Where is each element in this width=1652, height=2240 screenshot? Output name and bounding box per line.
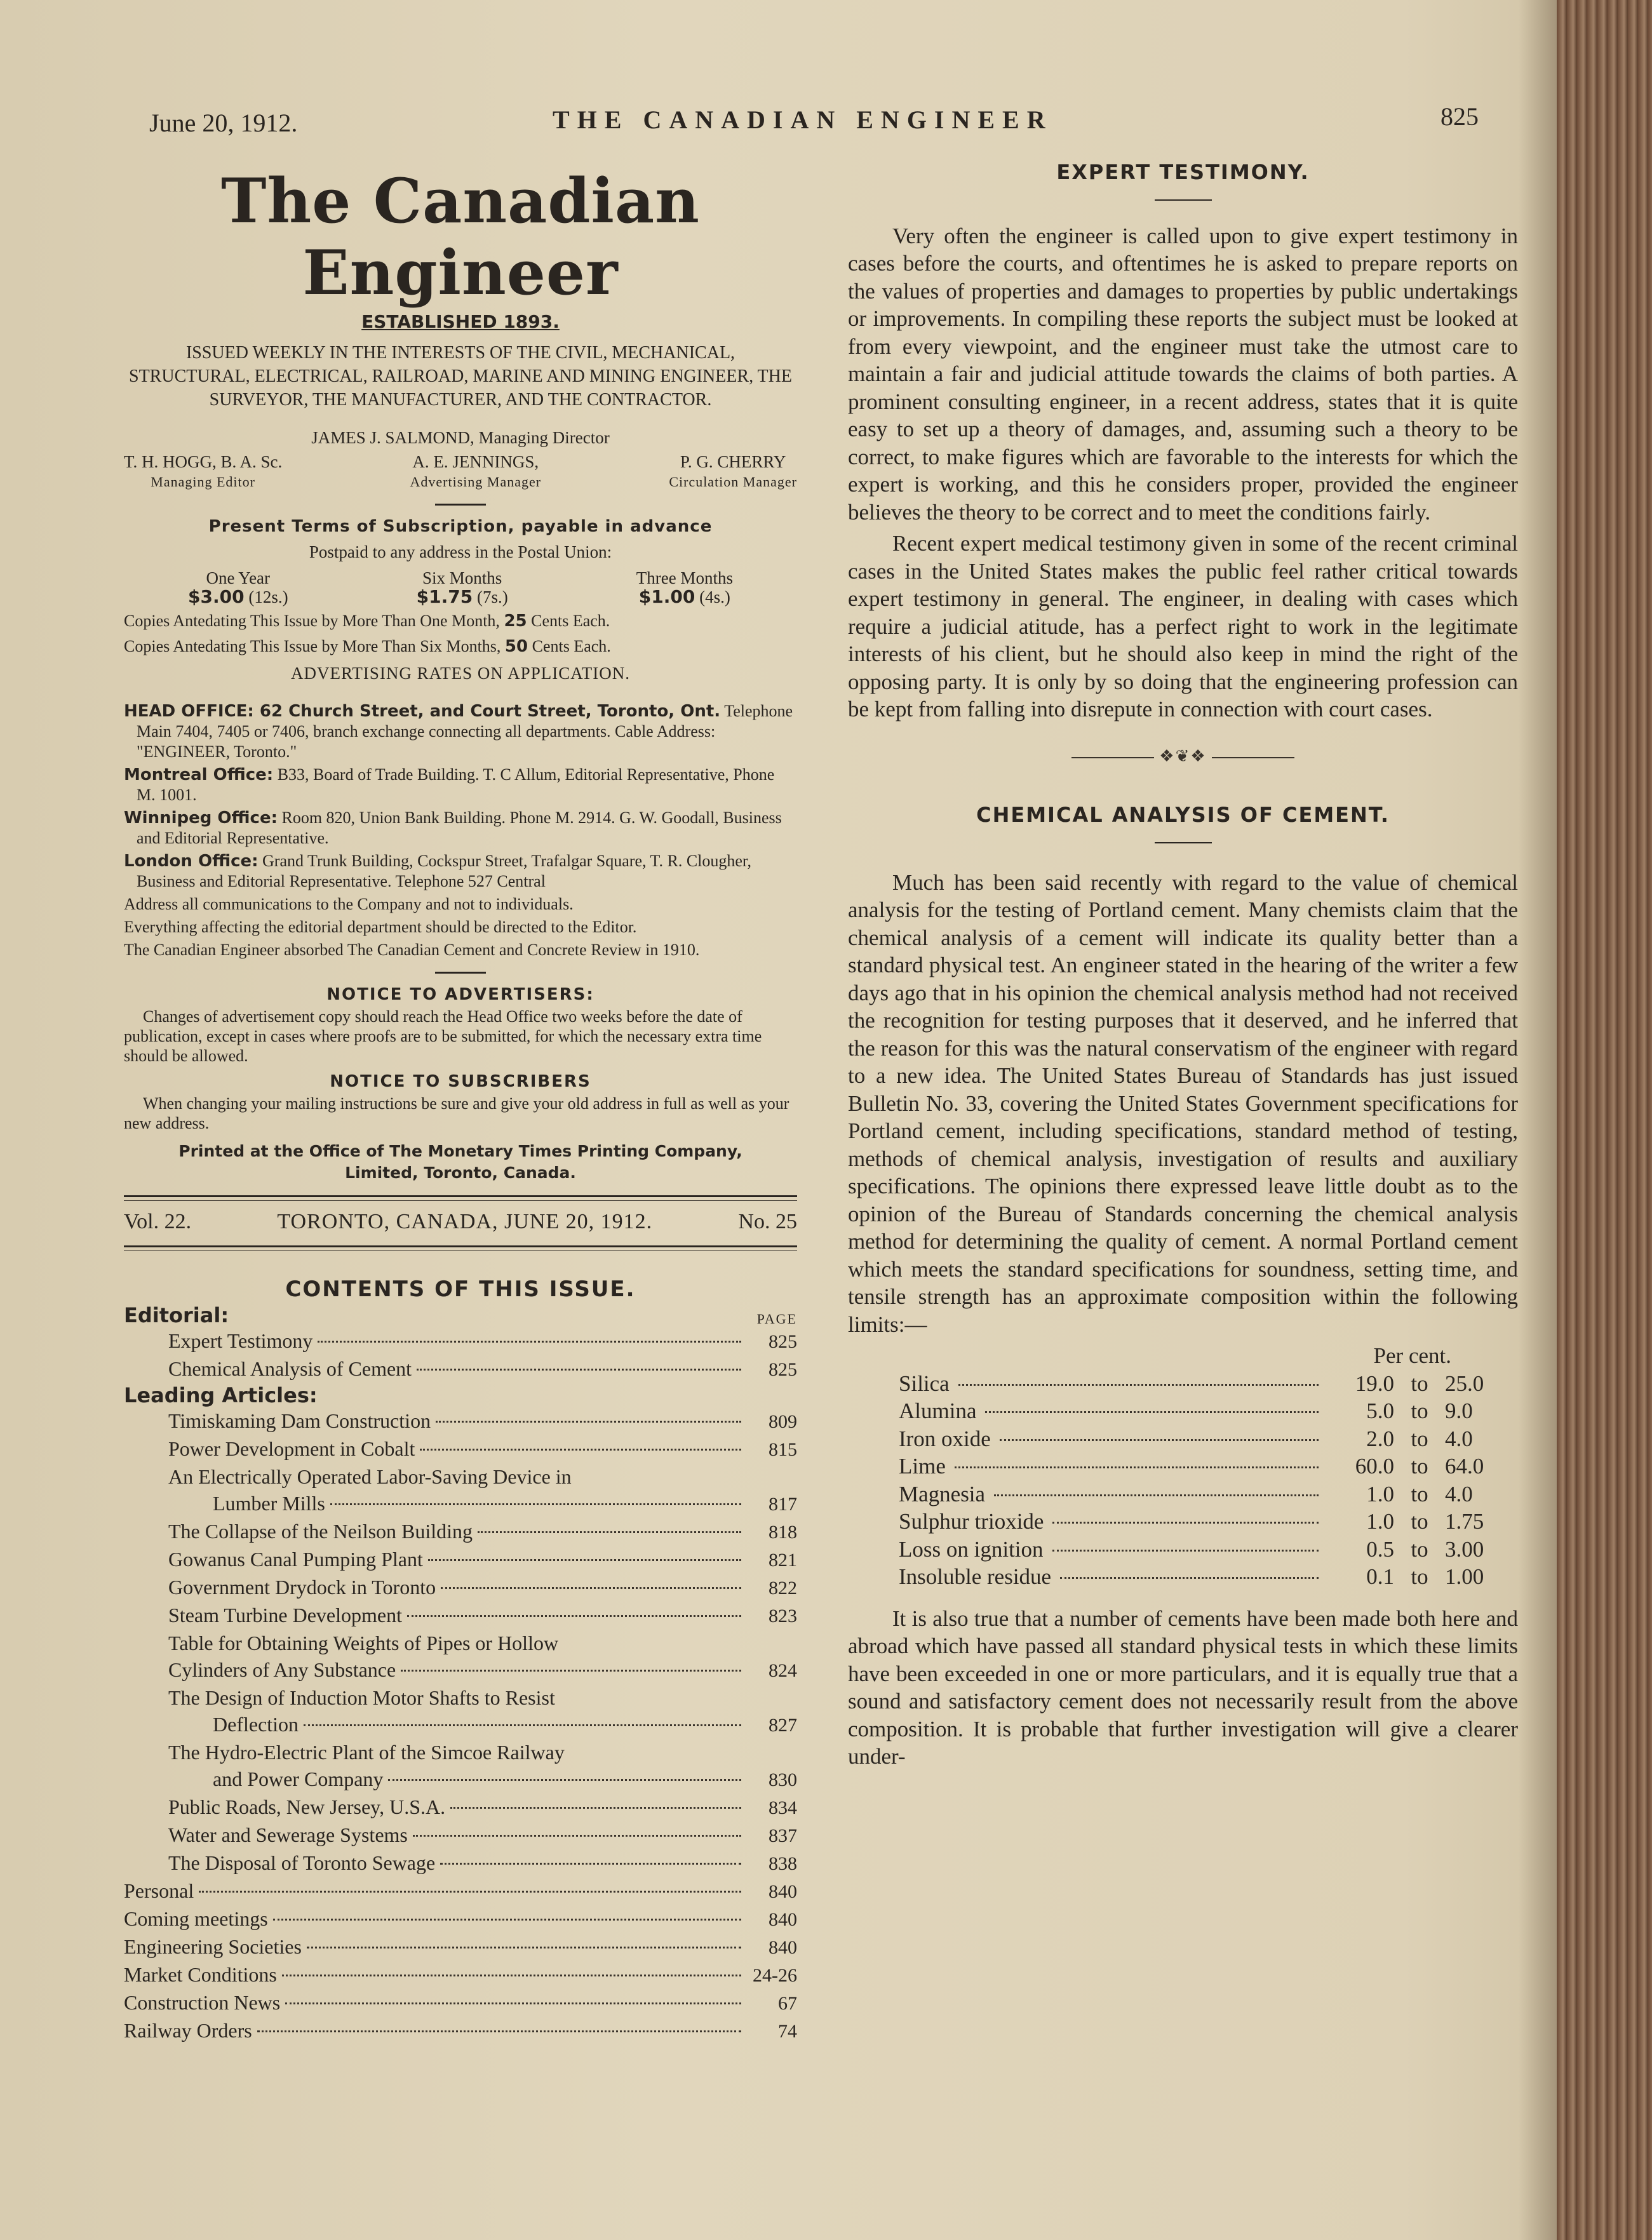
- subscription-prices: [124, 568, 797, 607]
- limit-high: 64.0: [1445, 1454, 1484, 1479]
- toc-entry-title: and Power Company: [213, 1767, 384, 1790]
- limit-low: 60.0: [1355, 1454, 1394, 1479]
- issue-number: No. 25: [738, 1210, 797, 1233]
- spine-shadow: [1519, 0, 1557, 2240]
- offices: [124, 701, 797, 960]
- limit-leader-dots: [955, 1466, 1319, 1468]
- toc-entry-page: 825: [769, 1331, 797, 1352]
- office-text: Telephone Main 7404, 7405 or 7406, branch exchange connecting all departments. Cable Address: "ENGINEER, Toronto.": [137, 702, 793, 761]
- price-six-months: [417, 568, 508, 607]
- divider: [435, 504, 486, 506]
- toc-entry-title: Cylinders of Any Substance: [168, 1658, 396, 1681]
- toc-entry-page: 837: [769, 1825, 797, 1846]
- toc-leader-dots: [285, 2002, 741, 2004]
- toc-entry-title: An Electrically Operated Labor-Saving Device in: [168, 1465, 572, 1488]
- limit-name: Insoluble residue: [899, 1564, 1052, 1589]
- staff-circulation: [669, 452, 797, 492]
- limit-to: to: [1411, 1454, 1428, 1479]
- expert-paragraph-1: Very often the engineer is called upon to give expert testimony in cases before the courts, and oftentimes he is asked to prepare reports on the values of properties and damages to properties by public undertakings or improvements. In compiling these reports the subject must be looked at from every viewpoint, and the engineer must take the utmost care to maintain a fair and judicial attitude towards the claims of both parties. A prominent consulting engineer, in a recent address, states that it is quite easy to set up a theory of damages, and, assuming such a theory to be correct, to make figures which are favorable to the interests for which the expert is working, and this he considers proper, provided the engineer believes the theory to be correct and to meet the conditions fairly.: [848, 223, 1518, 525]
- staff-name: T. H. HOGG, B. A. Sc.: [124, 452, 283, 471]
- double-rule: [124, 1245, 797, 1251]
- toc-leader-dots: [407, 1615, 741, 1617]
- limit-row: [899, 1425, 1518, 1453]
- toc-entry-title: Public Roads, New Jersey, U.S.A.: [168, 1795, 446, 1818]
- notice-subscribers-title: NOTICE TO SUBSCRIBERS: [330, 1072, 591, 1091]
- limit-name: Alumina: [899, 1398, 977, 1423]
- toc-section-leading: Leading Articles:: [124, 1383, 318, 1407]
- toc-entry-title: The Design of Induction Motor Shafts to Resist: [168, 1686, 555, 1709]
- toc-leading-list: [124, 1407, 797, 1877]
- limit-high: 9.0: [1445, 1398, 1473, 1423]
- toc-leader-dots: [388, 1779, 741, 1781]
- limit-row: [899, 1563, 1518, 1591]
- limit-name: Lime: [899, 1454, 946, 1479]
- toc-entry-title: Chemical Analysis of Cement: [168, 1357, 412, 1380]
- staff-role: Advertising Manager: [410, 474, 542, 490]
- issue-place-date: TORONTO, CANADA, JUNE 20, 1912.: [277, 1210, 653, 1233]
- limit-leader-dots: [985, 1411, 1319, 1413]
- running-header-title: THE CANADIAN ENGINEER: [553, 105, 1053, 134]
- toc-entry-page: 809: [769, 1411, 797, 1432]
- limit-to: to: [1411, 1398, 1428, 1423]
- toc-leader-dots: [318, 1341, 741, 1343]
- limit-row: [899, 1397, 1518, 1425]
- divider: [435, 972, 486, 974]
- staff-name: P. G. CHERRY: [680, 452, 786, 471]
- volume: Vol. 22.: [124, 1210, 192, 1233]
- article-title-cement: CHEMICAL ANALYSIS OF CEMENT.: [976, 803, 1390, 827]
- toc-page-label: PAGE: [756, 1311, 797, 1327]
- toc-entry: [124, 2017, 797, 2045]
- limit-high: 4.0: [1445, 1481, 1473, 1506]
- price-amount: $3.00: [188, 586, 245, 607]
- limit-leader-dots: [1060, 1577, 1319, 1579]
- price-one-year: [188, 568, 288, 607]
- toc-entry: [124, 1602, 797, 1630]
- toc-entry-title: The Hydro-Electric Plant of the Simcoe Railway: [168, 1741, 565, 1764]
- toc-entry: [124, 1656, 797, 1684]
- antedating-text: Copies Antedating This Issue by More Than Six Months,: [124, 637, 501, 655]
- toc-entry-title: The Collapse of the Neilson Building: [168, 1520, 473, 1543]
- toc-entry-page: 823: [769, 1606, 797, 1626]
- limit-to: to: [1411, 1536, 1428, 1562]
- toc-entry: [124, 1794, 797, 1821]
- staff-name: A. E. JENNINGS,: [412, 452, 539, 471]
- toc-entry-title: Table for Obtaining Weights of Pipes or Hollow: [168, 1632, 559, 1654]
- toc-entry-page: 827: [769, 1715, 797, 1736]
- notice-advertisers-text: Changes of advertisement copy should reach the Head Office two weeks before the date of publication, except in cases where proofs are to be submitted, for which the necessary extra time should be allowed.: [124, 1007, 762, 1065]
- toc-entry-title: Deflection: [213, 1713, 299, 1736]
- office-text: Grand Trunk Building, Cockspur Street, Trafalgar Square, T. R. Clougher, Business and Editorial Representative. Telephone 527 Central: [137, 852, 752, 890]
- toc-entry-title: Water and Sewerage Systems: [168, 1823, 408, 1846]
- toc-entry-page: 838: [769, 1853, 797, 1874]
- toc-leader-dots: [282, 1975, 741, 1976]
- toc-entry: [124, 1877, 797, 1905]
- divider: [1155, 199, 1212, 201]
- ornament-line: [1212, 757, 1294, 758]
- toc-leader-dots: [440, 1863, 741, 1865]
- toc-editorial-list: [124, 1327, 797, 1383]
- toc-entry-page: 821: [769, 1550, 797, 1571]
- toc-other-list: [124, 1877, 797, 2045]
- toc-entry: [124, 1989, 797, 2017]
- toc-leader-dots: [420, 1449, 741, 1451]
- staff-editor: [124, 452, 282, 492]
- limit-to: to: [1411, 1509, 1428, 1534]
- toc-entry-title: Engineering Societies: [124, 1935, 302, 1958]
- price-sterling: (12s.): [248, 587, 288, 607]
- printer-line: Printed at the Office of The Monetary Times Printing Company,: [178, 1142, 742, 1160]
- limit-name: Silica: [899, 1371, 950, 1396]
- running-header-date: June 20, 1912.: [149, 109, 298, 137]
- staff-row: [124, 452, 797, 492]
- page-number: 825: [1440, 102, 1479, 131]
- divider: [1155, 842, 1212, 843]
- toc-entry-title: Power Development in Cobalt: [168, 1437, 415, 1460]
- limit-high: 1.75: [1445, 1509, 1484, 1534]
- cement-paragraph-2: It is also true that a number of cements have been made both here and abroad which have passed all standard physical tests in which these limits have been exceeded in one or more particulars, and it is equally true that a sound and satisfactory cement does not necessarily result from the above composition. It is probable that further investigation will give a clearer under-: [848, 1606, 1518, 1769]
- toc-entry-page: 74: [778, 2021, 797, 2042]
- toc-leader-dots: [401, 1670, 741, 1672]
- limit-low: 1.0: [1366, 1509, 1394, 1534]
- masthead-column: [124, 159, 797, 2045]
- price-term: Six Months: [422, 568, 502, 587]
- toc-leader-dots: [304, 1724, 741, 1726]
- limit-leader-dots: [958, 1384, 1319, 1386]
- toc-entry: [124, 1849, 797, 1877]
- toc-entry-title: Railway Orders: [124, 2019, 252, 2042]
- toc-entry: [124, 1905, 797, 1933]
- toc-entry: [124, 1821, 797, 1849]
- office-lead: London Office:: [124, 852, 259, 871]
- toc-entry-page: 840: [769, 1881, 797, 1902]
- toc-entry-page: 834: [769, 1797, 797, 1818]
- toc-entry-page: 815: [769, 1439, 797, 1460]
- cement-paragraph-1: Much has been said recently with regard to the value of chemical analysis for the testing of Portland cement. Many chemists claim that the chemical analysis of a cement will indicate its quality better than a standard physical test. An engineer stated in the hearing of the writer a few days ago that in his opinion the chemical analysis method had not received the recognition for testing purposes that it deserved, and he inferred that the reason for this was the natural conservatism of the engineer with regard to a new idea. The United States Bureau of Standards has just issued Bulletin No. 33, covering the United States Government specifications for Portland cement, including specifications, standard method of testing, methods of chemical analysis, investigation of results and auxiliary specifications. The opinions there expressed leave little doubt as to the opinion of the Bureau of Standards concerning the chemical analysis method for determining the quality of cement. A normal Portland cement which meets the standard specifications for soundness, setting time, and tensile strength has an approximate composition within the following limits:—: [848, 869, 1518, 1337]
- limit-name: Magnesia: [899, 1481, 986, 1506]
- limit-leader-dots: [1052, 1522, 1319, 1524]
- head-office: [124, 701, 797, 762]
- limit-to: to: [1411, 1564, 1428, 1589]
- limit-low: 0.5: [1366, 1536, 1394, 1562]
- issue-line: [124, 1210, 797, 1234]
- limit-low: 1.0: [1366, 1481, 1394, 1506]
- price-term: One Year: [206, 568, 271, 587]
- toc-entry: [124, 1435, 797, 1463]
- toc-leader-dots: [441, 1587, 741, 1589]
- toc-section-editorial: Editorial:: [124, 1303, 229, 1327]
- toc-leader-dots: [307, 1947, 741, 1948]
- contents-title: CONTENTS OF THIS ISSUE.: [285, 1277, 636, 1302]
- toc-leader-dots: [417, 1369, 741, 1371]
- composition-limits: [848, 1370, 1518, 1591]
- expert-paragraph-2: Recent expert medical testimony given in some of the recent criminal cases in the United States makes the public feel rather critical towards expert testimony in general. The engineer, in dealing with cases which require a judicial atitude, has a perfect right to work in the legitimate interests of his client, but he should also keep in mind the right of the opposing party. It is only by so doing that the engineering profession can be kept from falling into disrepute in connection with court cases.: [848, 531, 1518, 721]
- toc-leader-dots: [273, 1919, 741, 1921]
- limit-row: [899, 1370, 1518, 1398]
- toc-entry: [124, 1684, 797, 1711]
- limits-header: Per cent.: [1373, 1343, 1451, 1368]
- limit-high: 3.00: [1445, 1536, 1484, 1562]
- article-column: [848, 159, 1518, 1771]
- antedating-suffix: Cents Each.: [532, 637, 611, 655]
- toc-entry-page: 817: [769, 1494, 797, 1515]
- toc-entry-title: Personal: [124, 1879, 194, 1902]
- price-sterling: (4s.): [699, 587, 730, 607]
- toc-entry-page: 830: [769, 1769, 797, 1790]
- toc-entry-title: Market Conditions: [124, 1963, 277, 1986]
- limit-low: 2.0: [1366, 1426, 1394, 1451]
- limit-row: [899, 1480, 1518, 1508]
- office-lead: Winnipeg Office:: [124, 808, 278, 828]
- issued-statement: ISSUED WEEKLY IN THE INTERESTS OF THE CIVIL, MECHANICAL, STRUCTURAL, ELECTRICAL, RAILROAD, MARINE AND MINING ENGINEER, THE SURVEYOR, THE MANUFACTURER, AND THE CONTRACTOR.: [129, 343, 792, 410]
- managing-director: JAMES J. SALMOND, Managing Director: [311, 428, 610, 447]
- address-note: Address all communications to the Company and not to individuals.: [124, 895, 574, 913]
- toc-leader-dots: [428, 1559, 741, 1561]
- toc-entry-page: 824: [769, 1660, 797, 1681]
- toc-entry-page: 822: [769, 1578, 797, 1599]
- limit-name: Sulphur trioxide: [899, 1509, 1044, 1534]
- office-lead: Montreal Office:: [124, 765, 274, 784]
- toc-entry: [124, 1933, 797, 1961]
- limit-name: Iron oxide: [899, 1426, 991, 1451]
- toc-entry: [124, 1546, 797, 1574]
- toc-leader-dots: [330, 1503, 741, 1505]
- toc-entry: [124, 1407, 797, 1435]
- advertising-rates: ADVERTISING RATES ON APPLICATION.: [291, 664, 630, 683]
- toc-entry: [124, 1766, 797, 1794]
- office-lead: HEAD OFFICE: 62 Church Street, and Court Street, Toronto, Ont.: [124, 702, 721, 721]
- price-three-months: [636, 568, 733, 607]
- staff-role: Circulation Manager: [669, 474, 797, 490]
- limit-low: 19.0: [1355, 1371, 1394, 1396]
- toc-entry-title: Timiskaming Dam Construction: [168, 1409, 431, 1432]
- toc-entry: [124, 1355, 797, 1383]
- price-sterling: (7s.): [476, 587, 508, 607]
- toc-entry: [124, 1463, 797, 1490]
- toc-leader-dots: [199, 1891, 741, 1893]
- toc-entry: [124, 1490, 797, 1518]
- toc-entry: [124, 1518, 797, 1546]
- established-line: ESTABLISHED 1893.: [361, 311, 560, 332]
- toc-entry-title: Gowanus Canal Pumping Plant: [168, 1548, 423, 1571]
- toc-entry-page: 840: [769, 1937, 797, 1958]
- toc-entry: [124, 1630, 797, 1656]
- toc-entry-page: 825: [769, 1359, 797, 1380]
- printer-imprint: [124, 1141, 797, 1184]
- double-rule: [124, 1195, 797, 1201]
- toc-entry-page: 24-26: [753, 1965, 797, 1986]
- toc-entry-title: Government Drydock in Toronto: [168, 1576, 436, 1599]
- toc-entry-title: Steam Turbine Development: [168, 1604, 402, 1626]
- antedating-suffix: Cents Each.: [531, 612, 610, 630]
- price-amount: $1.00: [638, 586, 695, 607]
- antedating-one-month: [124, 610, 797, 632]
- montreal-office: [124, 765, 797, 805]
- limit-to: to: [1411, 1371, 1428, 1396]
- book-spine: [1557, 0, 1652, 2240]
- section-ornament: [848, 742, 1518, 770]
- ornament-line: [1071, 757, 1154, 758]
- printer-line: Limited, Toronto, Canada.: [345, 1164, 576, 1182]
- toc-entry-title: The Disposal of Toronto Sewage: [168, 1851, 436, 1874]
- limit-high: 25.0: [1445, 1371, 1484, 1396]
- ornament-glyph: ❖❦❖: [1159, 746, 1207, 765]
- toc-leader-dots: [436, 1421, 741, 1423]
- winnipeg-office: [124, 808, 797, 848]
- antedating-text: Copies Antedating This Issue by More Than One Month,: [124, 612, 500, 630]
- toc-entry-title: Construction News: [124, 1991, 281, 2014]
- antedating-price: 25: [504, 612, 527, 631]
- staff-role: Managing Editor: [151, 474, 255, 490]
- limit-to: to: [1411, 1481, 1428, 1506]
- toc-entry: [124, 1739, 797, 1766]
- masthead-title: The Canadian Engineer: [221, 165, 700, 309]
- editorial-note: Everything affecting the editorial department should be directed to the Editor.: [124, 918, 637, 936]
- toc-entry-title: Lumber Mills: [213, 1492, 325, 1515]
- limit-high: 4.0: [1445, 1426, 1473, 1451]
- notice-subscribers-text: When changing your mailing instructions be sure and give your old address in full as well as your new address.: [124, 1094, 789, 1132]
- office-text: B33, Board of Trade Building. T. C Allum, Editorial Representative, Phone M. 1001.: [137, 765, 775, 804]
- limit-high: 1.00: [1445, 1564, 1484, 1589]
- limit-low: 0.1: [1366, 1564, 1394, 1589]
- limit-row: [899, 1536, 1518, 1564]
- limit-leader-dots: [994, 1494, 1319, 1496]
- notice-advertisers-title: NOTICE TO ADVERTISERS:: [326, 985, 594, 1004]
- toc-entry: [124, 1327, 797, 1355]
- toc-leader-dots: [413, 1835, 741, 1837]
- antedating-price: 50: [504, 637, 528, 656]
- toc-entry-title: Coming meetings: [124, 1907, 268, 1930]
- toc-entry: [124, 1574, 797, 1602]
- antedating-six-months: [124, 636, 797, 657]
- toc-editorial-head: [124, 1303, 797, 1327]
- limit-to: to: [1411, 1426, 1428, 1451]
- toc-leader-dots: [257, 2030, 741, 2032]
- toc-leader-dots: [478, 1531, 741, 1533]
- absorbed-note: The Canadian Engineer absorbed The Canadian Cement and Concrete Review in 1910.: [124, 941, 700, 959]
- toc-leader-dots: [450, 1807, 741, 1809]
- toc-entry-page: 67: [778, 1993, 797, 2014]
- limit-row: [899, 1508, 1518, 1536]
- article-title-expert: EXPERT TESTIMONY.: [1056, 160, 1310, 184]
- toc-entry-page: 818: [769, 1522, 797, 1543]
- toc-entry-title: Expert Testimony: [168, 1329, 313, 1352]
- postpaid-line: Postpaid to any address in the Postal Union:: [309, 542, 612, 561]
- price-term: Three Months: [636, 568, 733, 587]
- london-office: [124, 851, 797, 892]
- subscription-title: Present Terms of Subscription, payable in advance: [208, 517, 713, 536]
- office-text: Room 820, Union Bank Building. Phone M. 2914. G. W. Goodall, Business and Editorial Representative.: [137, 808, 782, 847]
- price-amount: $1.75: [416, 586, 473, 607]
- limit-low: 5.0: [1366, 1398, 1394, 1423]
- limit-leader-dots: [1052, 1550, 1319, 1552]
- limit-row: [899, 1452, 1518, 1480]
- toc-entry: [124, 1711, 797, 1739]
- toc-entry: [124, 1961, 797, 1989]
- toc-entry-page: 840: [769, 1909, 797, 1930]
- staff-advertising: [410, 452, 542, 492]
- limit-leader-dots: [1000, 1439, 1319, 1441]
- limit-name: Loss on ignition: [899, 1536, 1044, 1562]
